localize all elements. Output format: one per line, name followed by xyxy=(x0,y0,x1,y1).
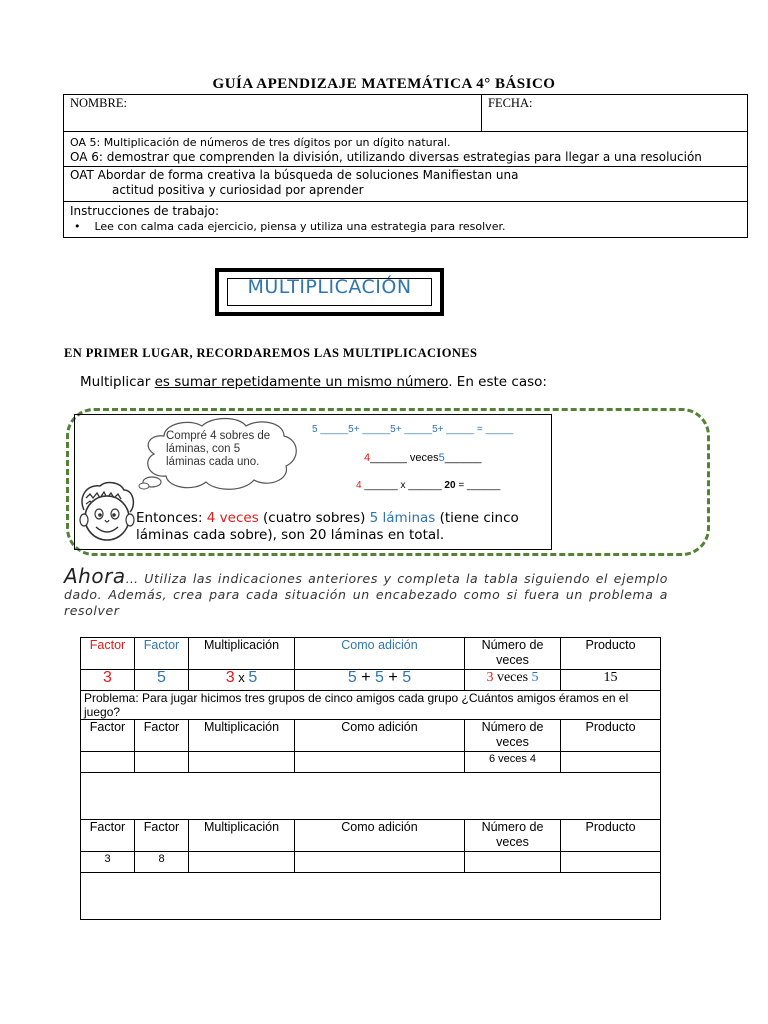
example-add-a: 5 xyxy=(347,669,357,686)
example-mult-x: x xyxy=(234,670,249,685)
header-factor-1: Factor xyxy=(81,638,135,670)
row3-factor-2: 8 xyxy=(135,852,189,873)
example-veces-text: veces xyxy=(493,670,532,685)
eq2-veces: ______ veces xyxy=(370,452,439,464)
table-row xyxy=(81,752,661,773)
eq3-twenty: 20 xyxy=(444,480,456,491)
bullet-icon: • xyxy=(74,220,95,233)
table-header-row-3 xyxy=(81,820,661,852)
section-title: MULTIPLICACIÓN xyxy=(247,276,412,298)
equation-addition xyxy=(312,424,513,435)
eq3-equals: = ______ xyxy=(455,480,501,491)
example-add-b: 5 xyxy=(375,669,384,686)
problem-row xyxy=(81,691,661,720)
instruction-item xyxy=(70,219,741,234)
example-row xyxy=(81,670,661,691)
equation-multiplication xyxy=(356,480,500,491)
example-factor-2: 5 xyxy=(135,670,189,691)
explanation-veces: 4 veces xyxy=(206,510,259,526)
example-factor-1: 3 xyxy=(81,670,135,691)
recall-sentence xyxy=(80,374,547,390)
cloud-text: Compré 4 sobres de láminas, con 5 láminas cada uno. xyxy=(166,430,271,468)
work-table xyxy=(80,637,661,920)
date-label: FECHA: xyxy=(488,96,533,110)
table-header-row xyxy=(81,638,661,670)
example-mult-a: 3 xyxy=(225,669,235,686)
problem-blank-cell-2[interactable] xyxy=(81,873,661,920)
oa5-text: OA 5: Multiplicación de números de tres dígitos por un dígito natural. xyxy=(70,136,451,149)
example-add-plus-1: + xyxy=(356,669,376,686)
problem-blank-row xyxy=(81,773,661,820)
example-veces-b: 5 xyxy=(531,670,539,685)
section-title-box xyxy=(215,268,444,316)
boy-illustration-icon xyxy=(76,480,138,546)
ahora-word: Ahora xyxy=(64,564,126,588)
row2-multiplicacion[interactable] xyxy=(189,752,295,773)
problem-text: Problema: Para jugar hicimos tres grupos de cinco amigos cada grupo ¿Cuántos amigos éramos en el juego? xyxy=(81,691,661,720)
recall-part-1: Multiplicar xyxy=(80,374,155,390)
row2-factor-1[interactable] xyxy=(81,752,135,773)
recall-part-2: . En este caso: xyxy=(448,374,547,390)
equation-times xyxy=(364,452,481,464)
header3-factor-2: Factor xyxy=(135,820,189,852)
oat-line-2: actitud positiva y curiosidad por aprender xyxy=(112,183,364,197)
header3-multiplicacion: Multiplicación xyxy=(189,820,295,852)
header3-producto: Producto xyxy=(561,820,661,852)
equation-addition-text: 5 _____5+ _____5+ _____5+ _____ = _____ xyxy=(312,424,514,435)
example-mult-b: 5 xyxy=(248,669,258,686)
explanation-laminas: 5 láminas xyxy=(369,510,436,526)
row3-producto[interactable] xyxy=(561,852,661,873)
eq3-four: 4 xyxy=(356,480,362,491)
header2-multiplicacion: Multiplicación xyxy=(189,720,295,752)
header3-factor-1: Factor xyxy=(81,820,135,852)
header3-adicion: Como adición xyxy=(295,820,465,852)
example-veces xyxy=(465,670,561,691)
row3-veces[interactable] xyxy=(465,852,561,873)
row2-adicion[interactable] xyxy=(295,752,465,773)
oa6-text: OA 6: demostrar que comprenden la división, utilizando diversas estrategias para llegar a una resolución xyxy=(70,150,702,164)
header2-adicion: Como adición xyxy=(295,720,465,752)
eq3-times: ______ x ______ xyxy=(361,480,445,491)
problem-blank-cell[interactable] xyxy=(81,773,661,820)
header2-veces: Número de veces xyxy=(465,720,561,752)
row2-factor-2[interactable] xyxy=(135,752,189,773)
instructions-cell xyxy=(64,202,748,238)
ahora-ellipsis: … xyxy=(125,571,139,586)
row3-adicion[interactable] xyxy=(295,852,465,873)
oat-cell xyxy=(64,167,748,202)
eq2-four: 4 xyxy=(364,452,371,464)
header2-factor-1: Factor xyxy=(81,720,135,752)
example-producto: 15 xyxy=(561,670,661,691)
header-factor-2: Factor xyxy=(135,638,189,670)
problem-blank-row-2 xyxy=(81,873,661,920)
example-explanation xyxy=(136,510,546,544)
recall-heading: EN PRIMER LUGAR, RECORDAREMOS LAS MULTIPLICACIONES xyxy=(64,346,478,360)
name-label: NOMBRE: xyxy=(70,96,127,110)
table-header-row-2 xyxy=(81,720,661,752)
row3-multiplicacion[interactable] xyxy=(189,852,295,873)
example-add-plus-2: + xyxy=(383,669,403,686)
name-cell[interactable] xyxy=(64,95,482,132)
date-cell[interactable] xyxy=(482,95,748,132)
ahora-text: Utiliza las indicaciones anteriores y completa la tabla siguiendo el ejemplo dado. Además, crea para cada situación un encabezado como si fuera un problema a resolver xyxy=(64,571,668,618)
table-row xyxy=(81,852,661,873)
header2-producto: Producto xyxy=(561,720,661,752)
header-veces: Número de veces xyxy=(465,638,561,670)
row3-factor-1: 3 xyxy=(81,852,135,873)
example-veces-a: 3 xyxy=(486,670,494,685)
document-title: GUÍA APENDIZAJE MATEMÁTICA 4° BÁSICO xyxy=(212,76,556,92)
objectives-cell xyxy=(64,132,748,167)
eq2-five: 5 xyxy=(438,452,445,464)
instructions-label: Instrucciones de trabajo: xyxy=(70,204,220,218)
explanation-part-c: (cuatro sobres) xyxy=(258,510,370,526)
oat-line-1: OAT Abordar de forma creativa la búsqueda de soluciones Manifiestan una xyxy=(70,168,519,182)
header-adicion: Como adición xyxy=(295,638,465,670)
header-table xyxy=(63,94,748,238)
row2-veces: 6 veces 4 xyxy=(465,752,561,773)
ahora-instructions xyxy=(64,564,668,619)
row2-producto[interactable] xyxy=(561,752,661,773)
recall-underlined: es sumar repetidamente un mismo número xyxy=(154,374,449,390)
header-multiplicacion: Multiplicación xyxy=(189,638,295,670)
example-adicion xyxy=(295,670,465,691)
header3-veces: Número de veces xyxy=(465,820,561,852)
explanation-part-e: (tiene cinco láminas cada sobre), son 20 láminas en total. xyxy=(136,510,519,543)
instruction-text: Lee con calma cada ejercicio, piensa y utiliza una estrategia para resolver. xyxy=(94,220,506,233)
eq2-blank: ______ xyxy=(444,452,482,464)
example-add-c: 5 xyxy=(402,669,412,686)
example-multiplicacion xyxy=(189,670,295,691)
header-producto: Producto xyxy=(561,638,661,670)
explanation-part-a: Entonces: xyxy=(136,510,207,526)
header2-factor-2: Factor xyxy=(135,720,189,752)
